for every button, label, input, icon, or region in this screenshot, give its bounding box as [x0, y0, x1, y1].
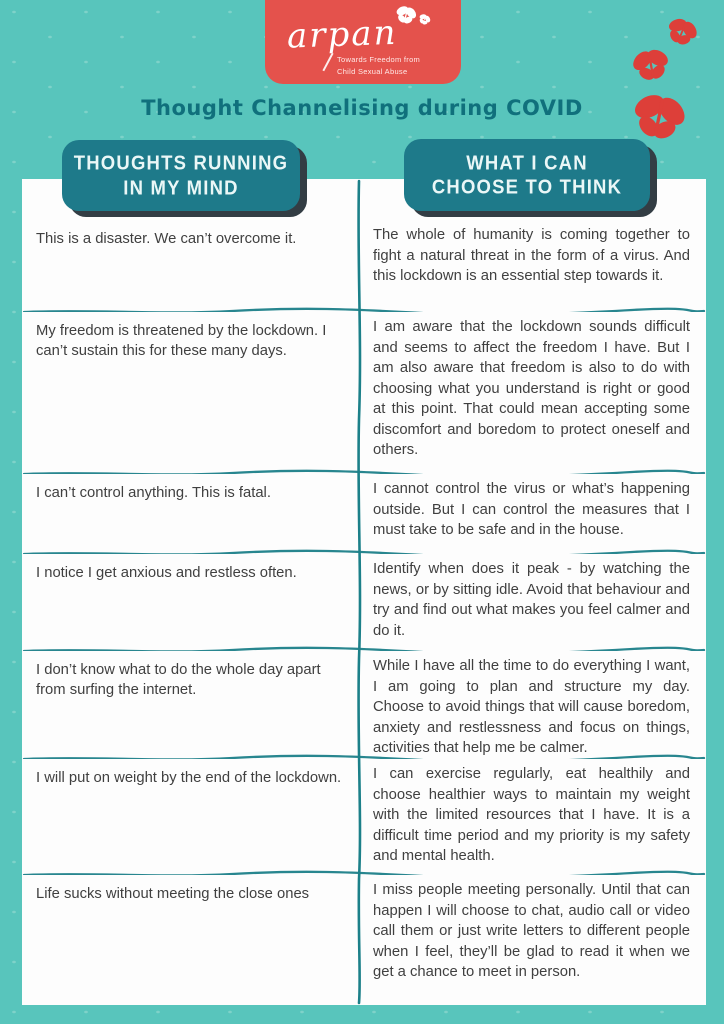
logo-tagline-line-2: Child Sexual Abuse — [337, 66, 408, 76]
choose-cell-text: The whole of humanity is coming together to fight a natural threat in the form of a virus. And this lockdown is an essential step towards it. — [373, 227, 690, 284]
column-header-thoughts-line-1: THOUGHTS RUNNING — [73, 151, 289, 175]
column-header-thoughts-line-2: IN MY MIND — [123, 175, 239, 199]
column-header-choose — [404, 139, 650, 211]
choose-cell-text: I am aware that the lockdown sounds difficult and seems to affect the freedom I have. But I am also aware that freedom is also to do with choosing what you understand is right or good at this point. That could mean accepting some discomfort and boredom to protect oneself and others. — [373, 319, 690, 458]
arpan-logo-text: arpan — [286, 12, 399, 57]
arpan-logo — [265, 0, 461, 84]
thought-cell-text: Life sucks without meeting the close ones — [36, 886, 310, 902]
choose-cell-text: I cannot control the virus or what’s happening outside. But I can control the measures that I must take to be safe and in the house. — [373, 481, 690, 538]
table-row — [22, 759, 706, 875]
table-rows — [22, 220, 706, 1005]
column-header-thoughts — [62, 140, 300, 211]
column-header-choose-line-2: CHOOSE TO THINK — [431, 174, 623, 199]
thought-cell-text: I can’t control anything. This is fatal. — [36, 485, 271, 501]
table-row — [22, 651, 706, 759]
table-row — [22, 474, 706, 554]
table-row — [22, 220, 706, 312]
table-row — [22, 554, 706, 651]
choose-cell-text: I miss people meeting personally. Until that can happen I will choose to chat, audio call or video call them or just write letters to different people when I feel, they’ll be glad to read it when we get a chance to meet in person. — [373, 882, 690, 980]
choose-cell-text: I can exercise regularly, eat healthily and choose healthier ways to maintain my weight with the limited resources that I have. It is a difficult time period and my priority is my safety and mental health. — [373, 766, 690, 864]
tagline-divider — [322, 53, 333, 72]
logo-tagline-line-1: Towards Freedom from — [337, 55, 421, 64]
thought-cell-text: This is a disaster. We can’t overcome it. — [36, 231, 297, 247]
thought-cell-text: I notice I get anxious and restless often. — [36, 565, 297, 581]
thought-cell-text: My freedom is threatened by the lockdown. I can’t sustain this for these many days. — [36, 323, 327, 359]
thought-cell-text: I will put on weight by the end of the lockdown. — [36, 770, 342, 786]
choose-cell-text: Identify when does it peak - by watching the news, or by sitting idle. Avoid that behaviour and try and find out what makes you feel calmer and do it. — [373, 561, 690, 639]
logo-tagline — [337, 54, 420, 77]
table-row — [22, 875, 706, 1005]
table-row — [22, 312, 706, 474]
thought-cell-text: I don’t know what to do the whole day apart from surfing the internet. — [36, 662, 321, 698]
choose-cell-text: While I have all the time to do everything I want, I am going to plan and structure my day. Choose to avoid things that will cause boredom, anxiety and restlessness and focus on things, activities that help me be calmer. — [373, 658, 690, 756]
page-title: Thought Channelising during COVID — [141, 96, 583, 120]
column-header-choose-line-1: WHAT I CAN — [466, 150, 588, 175]
